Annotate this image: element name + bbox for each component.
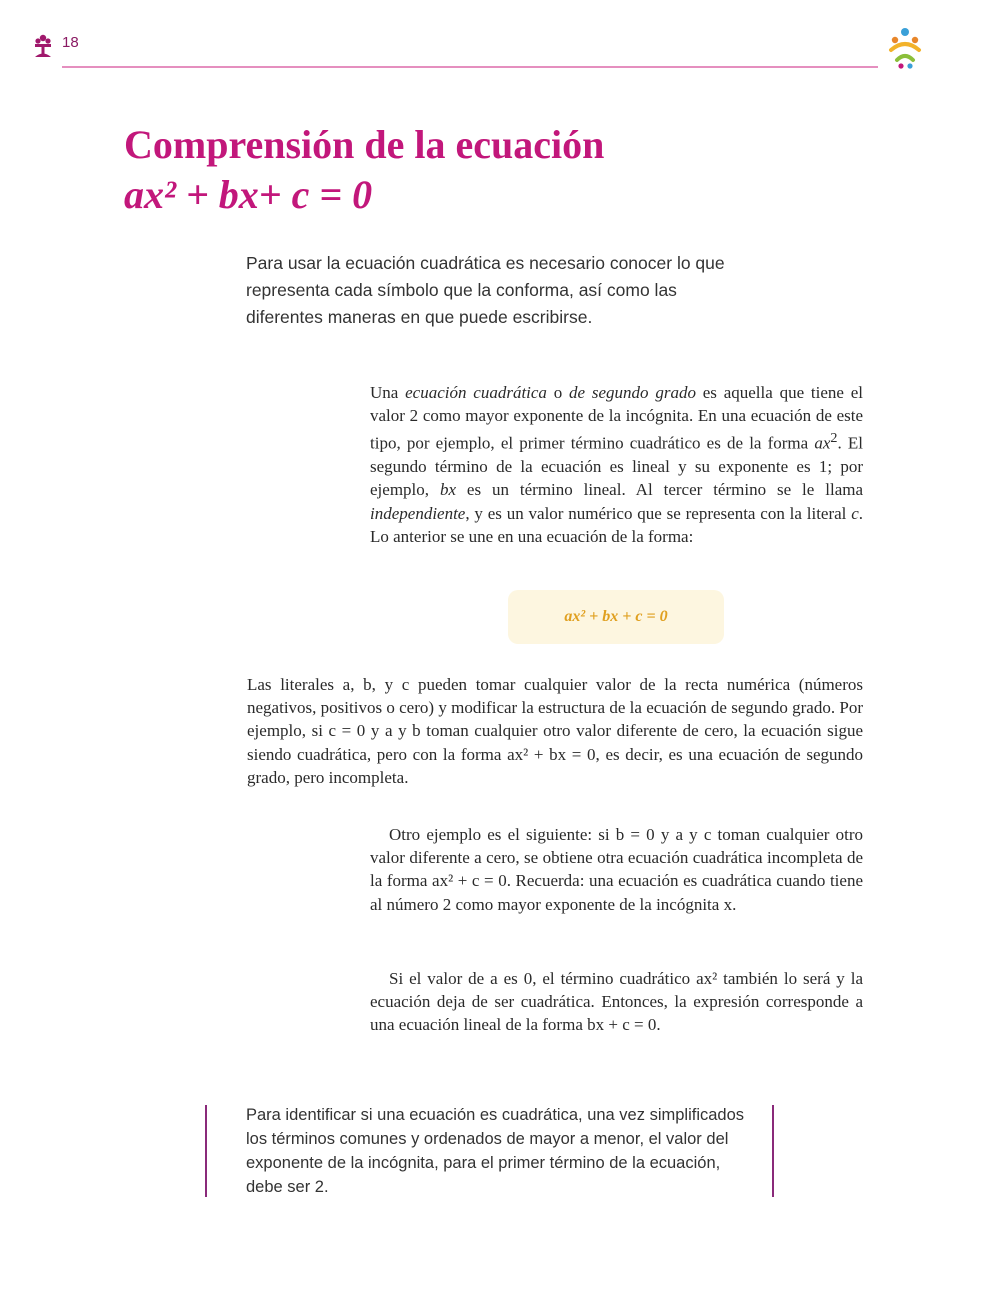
title-line-1: Comprensión de la ecuación — [124, 122, 605, 167]
flower-logo-icon — [32, 33, 54, 59]
colorful-figure-icon — [883, 26, 927, 70]
page-title — [124, 120, 824, 220]
note-text: Para identificar si una ecuación es cuadrática, una vez simplificados los términos comunes y ordenados de mayor a menor, el valor del exponente de la incógnita, para el primer término de la ecuación, debe ser 2. — [246, 1106, 745, 1196]
definition-paragraph: Una ecuación cuadrática o de segundo grado es aquella que tiene el valor 2 como mayor exponente de la incógnita. En una ecuación de este tipo, por ejemplo, el primer término cuadrático es de la forma $ax^2$. El segundo término de la ecuación es lineal y su exponente es 1; por ejemplo, bx es un término lineal. Al tercer término se le llama independiente, y es un valor numérico que se representa con la literal c. Lo anterior se une en una ecuación de la forma: — [370, 383, 864, 546]
formula-text: ax² + bx + c = 0 — [564, 608, 668, 625]
example-paragraph: Otro ejemplo es el siguiente: si b = 0 y a y c toman cualquier otro valor diferente a cero, se obtiene otra ecuación cuadrática incompleta de la forma ax² + c = 0. Recuerda: una ecuación es cuadrática cuando tiene al número 2 como mayor exponente de la incógnita x. — [370, 825, 863, 914]
literals-paragraph: Las literales a, b, y c pueden tomar cualquier valor de la recta numérica (números negativos, positivos o cero) y modificar la estructura de la ecuación de segundo grado. Por ejemplo, si c = 0 y a y b toman cualquier otro valor diferente de cero, la ecuación sigue siendo cuadrática, pero con la forma ax² + bx = 0, es decir, es una ecuación de segundo grado, pero incompleta. — [247, 675, 863, 787]
formula-box — [508, 590, 724, 644]
note-bar-right — [772, 1105, 774, 1197]
header-rule — [62, 66, 878, 68]
intro-paragraph: Para usar la ecuación cuadrática es necesario conocer lo que representa cada símbolo que la conforma, así como las diferentes maneras en que puede escribirse. — [246, 253, 725, 327]
zero-coefficient-paragraph: Si el valor de a es 0, el término cuadrático ax² también lo será y la ecuación deja de ser cuadrática. Entonces, la expresión corresponde a una ecuación lineal de la forma bx + c = 0. — [370, 969, 863, 1035]
note-bar-left — [205, 1105, 207, 1197]
page-number: 18 — [62, 34, 79, 51]
title-equation: ax² + bx+ c = 0 — [124, 172, 373, 217]
